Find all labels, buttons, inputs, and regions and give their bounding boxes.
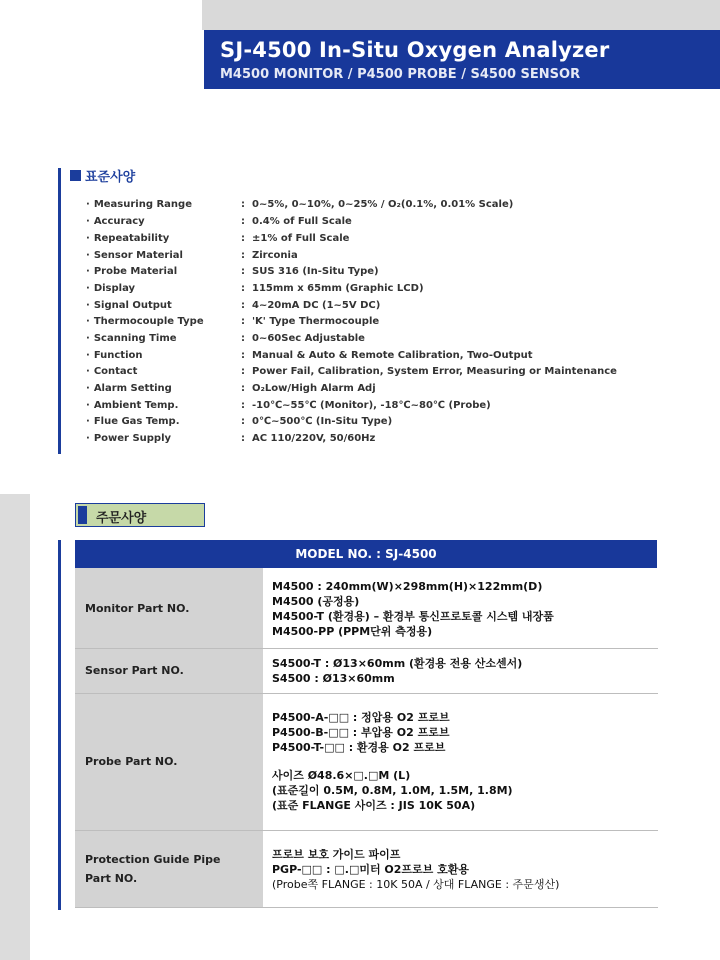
spec-value: 115mm x 65mm (Graphic LCD) xyxy=(252,283,424,294)
row-label: Probe Part NO. xyxy=(85,755,178,768)
order-section-title: 주문사양 xyxy=(96,511,147,526)
spec-label: · Repeatability xyxy=(86,233,169,244)
spec-label: · Display xyxy=(86,283,135,294)
spec-row-ambient-temp: · Ambient Temp. : -10℃~55℃ (Monitor), -18℃~80℃ (Probe) xyxy=(86,400,686,416)
spec-value: O₂Low/High Alarm Adj xyxy=(252,383,376,394)
spec-row-function: · Function : Manual & Auto & Remote Calibration, Two-Output xyxy=(86,350,686,366)
row-content: 프로브 보호 가이드 파이프 PGP-□□ : □.□미터 O2프로브 호환용 (Probe쪽 FLANGE : 10K 50A / 상대 FLANGE : 주문생산) xyxy=(272,848,560,891)
row-label: Protection Guide Pipe xyxy=(85,853,221,866)
row-label-cell xyxy=(75,649,263,693)
spec-label: · Alarm Setting xyxy=(86,383,172,394)
spec-row-measuring-range: · Measuring Range : 0~5%, 0~10%, 0~25% / O₂(0.1%, 0.01% Scale) xyxy=(86,199,686,215)
spec-label: · Power Supply xyxy=(86,433,171,444)
spec-section-rule xyxy=(58,168,61,454)
table-row-protection-pipe xyxy=(75,831,658,908)
spec-value: ±1% of Full Scale xyxy=(252,233,350,244)
spec-value: 0~5%, 0~10%, 0~25% / O₂(0.1%, 0.01% Scale) xyxy=(252,199,514,210)
row-label: Sensor Part NO. xyxy=(85,664,184,677)
page-title: SJ-4500 In-Situ Oxygen Analyzer xyxy=(220,38,610,62)
spec-value: Manual & Auto & Remote Calibration, Two-Output xyxy=(252,350,533,361)
table-row-sensor xyxy=(75,649,658,694)
spec-row-sensor-material: · Sensor Material : Zirconia xyxy=(86,250,686,266)
spec-label: · Measuring Range xyxy=(86,199,192,210)
row-content: M4500 : 240mm(W)×298mm(H)×122mm(D) M4500 (공정용) M4500-T (환경용) – 환경부 통신프로토콜 시스템 내장품 M4500-PP (PPM단위 측정용) xyxy=(272,580,554,638)
spec-label: · Probe Material xyxy=(86,266,177,277)
spec-label: · Scanning Time xyxy=(86,333,177,344)
row-label: Monitor Part NO. xyxy=(85,602,190,615)
left-side-bar xyxy=(0,494,30,960)
spec-value: 4~20mA DC (1~5V DC) xyxy=(252,300,381,311)
spec-value: 0.4% of Full Scale xyxy=(252,216,352,227)
spec-value: AC 110/220V, 50/60Hz xyxy=(252,433,376,444)
spec-row-flue-gas-temp: · Flue Gas Temp. : 0℃~500℃ (In-Situ Type) xyxy=(86,416,686,432)
row-label-cell xyxy=(75,568,263,648)
top-strip-blank xyxy=(0,0,202,30)
spec-value: Zirconia xyxy=(252,250,298,261)
spec-label: · Signal Output xyxy=(86,300,172,311)
spec-value: 0~60Sec Adjustable xyxy=(252,333,365,344)
heading-bar-icon xyxy=(78,506,87,524)
spec-row-signal-output: · Signal Output : 4~20mA DC (1~5V DC) xyxy=(86,300,686,316)
row-label-cell xyxy=(75,694,263,830)
page-subtitle: M4500 MONITOR / P4500 PROBE / S4500 SENSOR xyxy=(220,67,581,82)
spec-row-scanning-time: · Scanning Time : 0~60Sec Adjustable xyxy=(86,333,686,349)
spec-section-title: 표준사양 xyxy=(85,169,136,185)
spec-row-repeatability: · Repeatability : ±1% of Full Scale xyxy=(86,233,686,249)
row-content: P4500-A-□□ : 정압용 O2 프로브 P4500-B-□□ : 부압용 O2 프로브 P4500-T-□□ : 환경용 O2 프로브 사이즈 Ø48.6×□.□M (L) (표준길이 0.5M, 0.8M, 1.0M, 1.5M, 1.8M) (표준 FLANGE 사이즈 : JIS 10K 50A) xyxy=(272,711,513,812)
spec-row-power-supply: · Power Supply : AC 110/220V, 50/60Hz xyxy=(86,433,686,449)
spec-row-alarm-setting: · Alarm Setting : O₂Low/High Alarm Adj xyxy=(86,383,686,399)
title-banner xyxy=(204,30,720,89)
spec-value: 0℃~500℃ (In-Situ Type) xyxy=(252,416,393,427)
spec-label: · Ambient Temp. xyxy=(86,400,178,411)
order-section-rule xyxy=(58,540,61,910)
top-strip xyxy=(0,0,720,30)
row-label: Part NO. xyxy=(85,872,138,885)
spec-row-contact: · Contact : Power Fail, Calibration, System Error, Measuring or Maintenance xyxy=(86,366,686,382)
spec-row-display: · Display : 115mm x 65mm (Graphic LCD) xyxy=(86,283,686,299)
spec-label: · Sensor Material xyxy=(86,250,183,261)
spec-row-thermocouple-type: · Thermocouple Type : 'K' Type Thermocouple xyxy=(86,316,686,332)
table-row-probe xyxy=(75,694,658,831)
spec-value: SUS 316 (In-Situ Type) xyxy=(252,266,379,277)
spec-row-probe-material: · Probe Material : SUS 316 (In-Situ Type) xyxy=(86,266,686,282)
spec-value: -10℃~55℃ (Monitor), -18℃~80℃ (Probe) xyxy=(252,400,491,411)
model-number-header: MODEL NO. : SJ-4500 xyxy=(75,540,657,568)
row-label-cell xyxy=(75,831,263,907)
spec-value: Power Fail, Calibration, System Error, Measuring or Maintenance xyxy=(252,366,617,377)
spec-label: · Flue Gas Temp. xyxy=(86,416,180,427)
spec-label: · Function xyxy=(86,350,143,361)
spec-label: · Contact xyxy=(86,366,137,377)
spec-section-heading xyxy=(70,166,135,184)
square-bullet-icon xyxy=(70,170,81,181)
table-row-monitor xyxy=(75,568,658,649)
order-section-heading xyxy=(75,503,205,527)
spec-row-accuracy: · Accuracy : 0.4% of Full Scale xyxy=(86,216,686,232)
row-content: S4500-T : Ø13×60mm (환경용 전용 산소센서) S4500 : Ø13×60mm xyxy=(272,657,523,685)
spec-label: · Accuracy xyxy=(86,216,145,227)
spec-label: · Thermocouple Type xyxy=(86,316,204,327)
spec-value: 'K' Type Thermocouple xyxy=(252,316,380,327)
